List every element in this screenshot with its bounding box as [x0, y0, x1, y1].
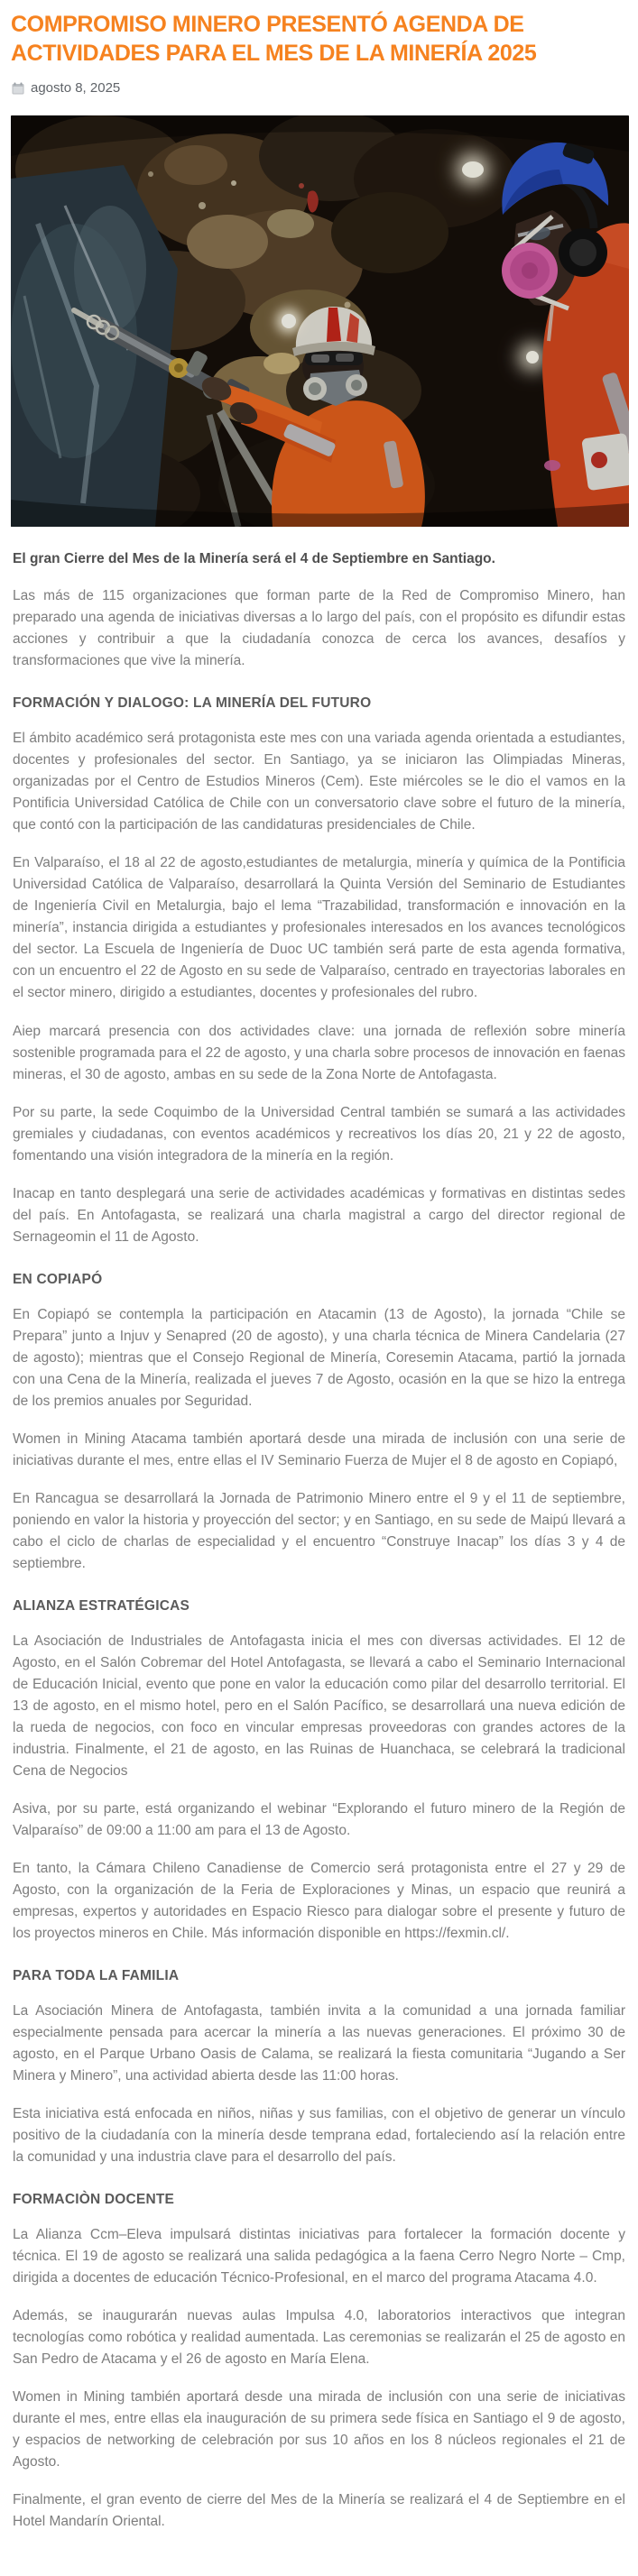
- section-heading: ALIANZA ESTRATÉGICAS: [13, 1597, 190, 1614]
- hero-image-miners-underground: [11, 115, 629, 527]
- hero-figure: [11, 115, 627, 527]
- paragraph: En tanto, la Cámara Chileno Canadiense de Comercio será protagonista entre el 27 y 29 de Agosto, con la organización de la Feria de Exploraciones y Minas, un espacio que reunirá a empresas, expertos y autoridades en Espacio Riesco para dialogar sobre el presente y futuro de los proyectos mineros en Chile. Más información disponible en https://fexmin.cl/.: [13, 1860, 625, 1941]
- paragraph: En Valparaíso, el 18 al 22 de agosto,estudiantes de metalurgia, minería y química de la Pontificia Universidad Católica de Valparaíso, desarrollará la Quinta Versión del Seminario de Estudiantes de Ingeniería Civil en Metalurgia, bajo el lema “Trazabilidad, transformación e innovación en la minería”, instancia dirigida a estudiantes y profesionales interesados en los avances tecnológicos del sector. La Escuela de Ingeniería de Duoc UC también será parte de esta agenda formativa, con un encuentro el 22 de Agosto en su sede de Valparaíso, centrado en trayectorias laborales en el sector minero, dirigido a estudiantes, docentes y profesionales del rubro.: [13, 855, 625, 1001]
- article-title: COMPROMISO MINERO PRESENTÓ AGENDA DE ACTIVIDADES PARA EL MES DE LA MINERÍA 2025: [11, 12, 537, 66]
- paragraph: Asiva, por su parte, está organizando el webinar “Explorando el futuro minero de la Región de Valparaíso” de 09:00 a 11:00 am para el 13 de Agosto.: [13, 1800, 625, 1838]
- section-heading: PARA TODA LA FAMILIA: [13, 1968, 180, 1984]
- paragraph: En Rancagua se desarrollará la Jornada de Patrimonio Minero entre el 9 y el 11 de septiembre, poniendo en valor la historia y proyección del sector; y en Santiago, en su sede de Maipú llevará a cabo el ciclo de charlas de especialidad y el encuentro “Construye Inacap” los días 3 y 4 de septiembre.: [13, 1490, 625, 1571]
- paragraph: Finalmente, el gran evento de cierre del Mes de la Minería se realizará el 4 de Septiembre en el Hotel Mandarín Oriental.: [13, 2492, 625, 2530]
- paragraph: Women in Mining Atacama también aportará desde una mirada de inclusión con una serie de iniciativas durante el mes, entre ellas el IV Seminario Fuerza de Mujer el 8 de agosto en Copiapó,: [13, 1431, 625, 1468]
- calendar-icon: [12, 82, 24, 95]
- article-body: [11, 585, 627, 2533]
- publish-date-row: [12, 80, 627, 96]
- paragraph: Inacap en tanto desplegará una serie de actividades académicas y formativas en distintas sedes del país. En Antofagasta, se realizará una charla magistral a cargo del director regional de Sernageomin el 11 de Agosto.: [13, 1185, 625, 1245]
- paragraph: La Asociación Minera de Antofagasta, también invita a la comunidad a una jornada familiar especialmente pensada para acercar la minería a las nuevas generaciones. El próximo 30 de agosto, en el Parque Urbano Oasis de Calama, se realizará la fiesta comunitaria “Jugando a Ser Minera y Minero”, una actividad abierta desde las 11:00 horas.: [13, 2003, 625, 2084]
- image-caption: El gran Cierre del Mes de la Minería será el 4 de Septiembre en Santiago.: [13, 551, 495, 566]
- publish-date: agosto 8, 2025: [31, 80, 121, 96]
- paragraph: Women in Mining también aportará desde una mirada de inclusión con una serie de iniciativas durante el mes, entre ellas ela inauguración de su primera sede física en Santiago el 9 de agosto, y espacios de networking de celebración por sus 10 años en los 8 núcleos regionales el 21 de Agosto.: [13, 2389, 625, 2470]
- paragraph: Aiep marcará presencia con dos actividades clave: una jornada de reflexión sobre minería sostenible programada para el 22 de agosto, y una charla sobre procesos de innovación en faenas mineras, el 30 de agosto, ambas en su sede de la Zona Norte de Antofagasta.: [13, 1023, 626, 1082]
- section-heading: FORMACIÒN DOCENTE: [13, 2192, 175, 2208]
- paragraph: La Asociación de Industriales de Antofagasta inicia el mes con diversas actividades. El 12 de Agosto, en el Salón Cobremar del Hotel Antofagasta, se llevará a cabo el Seminario Internacional de Educación Inicial, evento que pone en valor la educación como pilar del desarrollo territorial. El 13 de agosto, en el mismo hotel, pero en el Salón Pacífico, se desarrollará una nueva edición de la rueda de negocios, con foco en vincular empresas proveedoras con grandes actores de la industria. Finalmente, el 21 de agosto, en las Ruinas de Huanchaca, se celebrará la tradicional Cena de Negocios: [13, 1633, 625, 1779]
- paragraph: Además, se inaugurarán nuevas aulas Impulsa 4.0, laboratorios interactivos que integran tecnologías como robótica y realidad aumentada. Las ceremonias se realizarán el 25 de agosto en San Pedro de Atacama y el 26 de agosto en María Elena.: [13, 2308, 625, 2368]
- paragraph: En Copiapó se contempla la participación en Atacamin (13 de Agosto), la jornada “Chile se Prepara” junto a Injuv y Senapred (20 de agosto), y una charla técnica de Minera Candelaria (27 de agosto); mientras que el Consejo Regional de Minería, Coresemin Atacama, partió la jornada con una Cena de la Minería, realizada el jueves 7 de Agosto, ocasión en la que se hizo la entrega de los premios anuales por Seguridad.: [13, 1306, 625, 1409]
- section-heading: EN COPIAPÓ: [13, 1271, 103, 1287]
- paragraph: Por su parte, la sede Coquimbo de la Universidad Central también se sumará a las actividades gremiales y ciudadanas, con eventos académicos y recreativos los días 20, 21 y 22 de agosto, fomentando una visión integradora de la minería en la región.: [13, 1104, 625, 1164]
- paragraph: Esta iniciativa está enfocada en niños, niñas y sus familias, con el objetivo de generar un vínculo positivo de la ciudadanía con la minería desde temprana edad, fortaleciendo así la relación entre la comunidad y una industria clave para el desarrollo del país.: [13, 2106, 625, 2166]
- paragraph: La Alianza Ccm–Eleva impulsará distintas iniciativas para fortalecer la formación docente y técnica. El 19 de agosto se realizará una salida pedagógica a la faena Cerro Negro Norte – Cmp, dirigida a docentes de educación Técnico-Profesional, en el marco del programa Atacama 4.0.: [13, 2227, 625, 2286]
- section-heading: FORMACIÓN Y DIALOGO: LA MINERÍA DEL FUTURO: [13, 695, 372, 712]
- paragraph: Las más de 115 organizaciones que forman parte de la Red de Compromiso Minero, han preparado una agenda de iniciativas diversas a lo largo del país, con el propósito es difundir estas acciones y contribuir a que la ciudadanía conozca de cerca los avances, desafíos y transformaciones que vive la minería.: [13, 588, 625, 669]
- paragraph: El ámbito académico será protagonista este mes con una variada agenda orientada a estudiantes, docentes y profesionales del sector. En Santiago, ya se iniciaron las Olimpiadas Mineras, organizadas por el Centro de Estudios Mineros (Cem). Este miércoles se le dio el vamos en la Pontificia Universidad Católica de Chile con un conversatorio clave sobre el futuro de la minería, que contó con la participación de las candidaturas presidenciales de Chile.: [13, 731, 625, 833]
